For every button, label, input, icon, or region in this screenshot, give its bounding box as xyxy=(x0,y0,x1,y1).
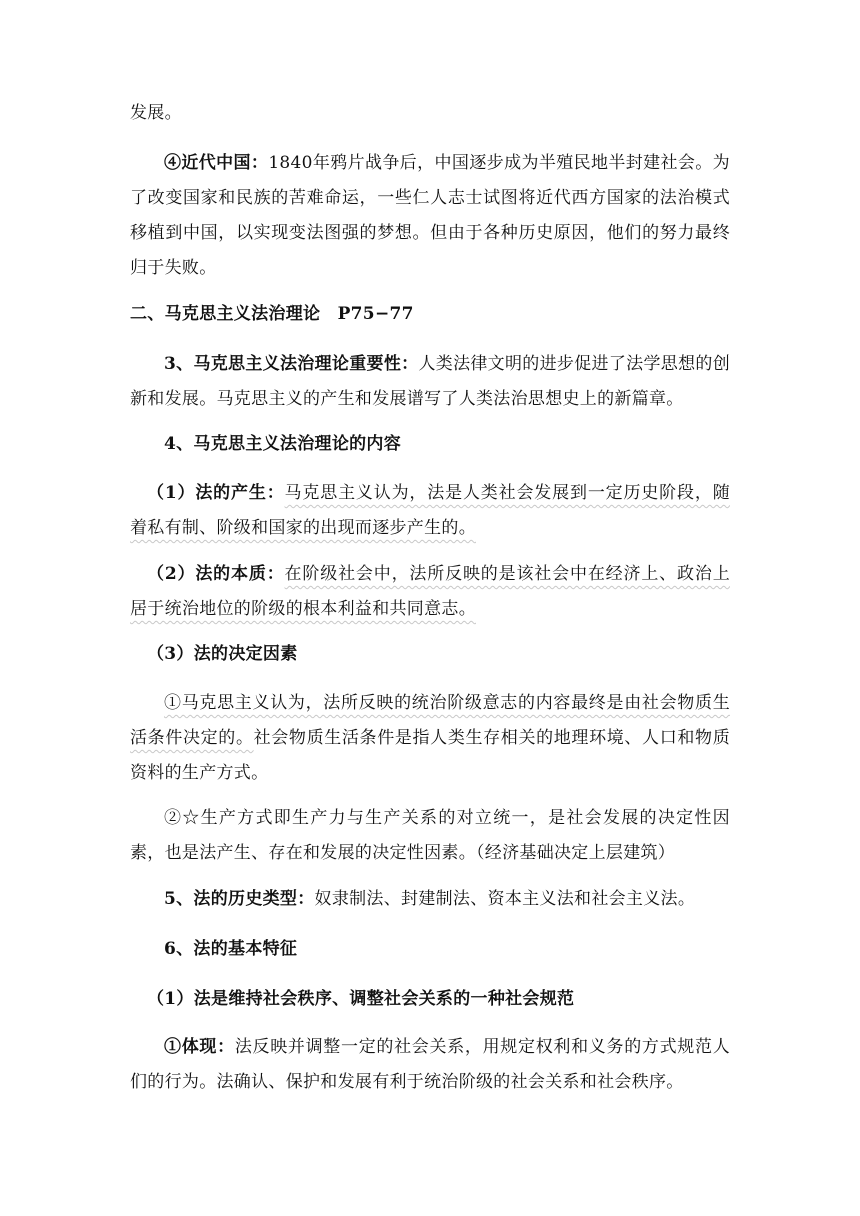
section-heading-marxist-theory: 二、马克思主义法治理论 P75−77 xyxy=(130,304,414,324)
origin-label: （1）法的产生： xyxy=(147,483,285,503)
embodiment-label: ①体现： xyxy=(164,1037,235,1057)
paragraph-essence-of-law xyxy=(130,557,730,627)
heading-social-norm: （1）法是维持社会秩序、调整社会关系的一种社会规范 xyxy=(147,989,575,1009)
paragraph-importance xyxy=(130,347,730,417)
essence-label: （2）法的本质： xyxy=(147,564,285,584)
modern-china-text: 1840年鸦片战争后，中国逐步成为半殖民地半封建社会。为了改变国家和民族的苦难命运，一些仁人志士试图将近代西方国家的法治模式移植到中国，以实现变法图强的梦想。但由于各种历史原因，他们的努力最终归于失败。 xyxy=(130,153,730,278)
paragraph-modern-china xyxy=(130,146,730,286)
origin-text: 马克思主义认为，法是人类社会发展到一定历史阶段，随着私有制、阶级和国家的出现而逐步产生的。 xyxy=(130,483,730,538)
importance-label: 3、马克思主义法治理论重要性： xyxy=(164,354,419,374)
paragraph-continuation: 发展。 xyxy=(130,103,182,123)
historical-types-text: 奴隶制法、封建制法、资本主义法和社会主义法。 xyxy=(314,889,696,909)
paragraph-determining-factor-1 xyxy=(130,686,730,791)
paragraph-determining-factor-2: ②☆生产方式即生产力与生产关系的对立统一，是社会发展的决定性因素，也是法产生、存在和发展的决定性因素。（经济基础决定上层建筑） xyxy=(130,808,730,863)
heading-basic-features: 6、法的基本特征 xyxy=(164,939,298,959)
paragraph-historical-types xyxy=(130,882,730,917)
paragraph-embodiment xyxy=(130,1030,730,1100)
modern-china-label: ④近代中国： xyxy=(164,153,269,173)
importance-text: 人类法律文明的进步促进了法学思想的创新和发展。马克思主义的产生和发展谱写了人类法治思想史上的新篇章。 xyxy=(130,354,730,409)
factor-1-text: 社会物质生活条件是指人类生存相关的地理环境、人口和物质资料的生产方式。 xyxy=(130,728,730,783)
embodiment-text: 法反映并调整一定的社会关系，用规定权利和义务的方式规范人们的行为。法确认、保护和发展有利于统治阶级的社会关系和社会秩序。 xyxy=(130,1037,731,1092)
paragraph-origin-of-law xyxy=(130,476,730,546)
historical-types-label: 5、法的历史类型： xyxy=(164,889,315,909)
heading-content-of-theory: 4、马克思主义法治理论的内容 xyxy=(164,434,402,454)
heading-determining-factors: （3）法的决定因素 xyxy=(147,644,298,664)
factor-1-underlined: ①马克思主义认为，法所反映的统治阶级意志的内容最终是由社会物质生活条件决定的。 xyxy=(130,693,730,748)
essence-text: 在阶级社会中，法所反映的是该社会中在经济上、政治上居于统治地位的阶级的根本利益和共同意志。 xyxy=(130,564,730,619)
